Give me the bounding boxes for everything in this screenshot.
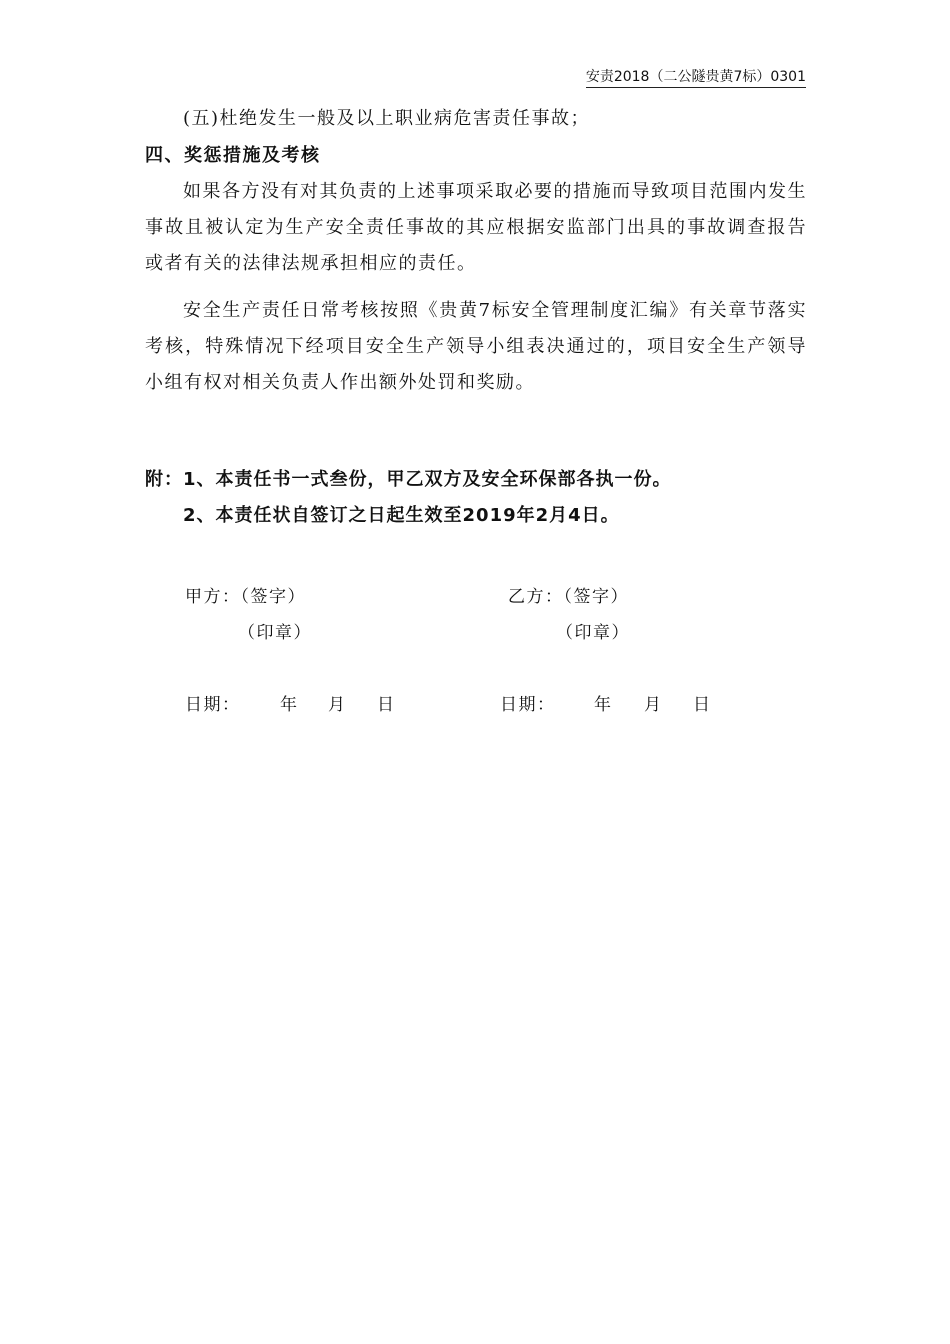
party-a-signature-label: 甲方：（签字） (185, 587, 306, 607)
paragraph-assessment: 安全生产责任日常考核按照《贵黄7标安全管理制度汇编》有关章节落实考核，特殊情况下经项目安全生产领导小组表决通过的，项目安全生产领导小组有权对相关负责人作出额外处罚和奖励。 (145, 300, 807, 393)
party-a-date-day: 日 (377, 695, 396, 715)
party-b-date-label: 日期： (500, 695, 556, 715)
appendix-line-1: 附：1、本责任书一式叁份，甲乙双方及安全环保部各执一份。 (145, 469, 672, 490)
party-b-seal-label: （印章） (556, 623, 630, 643)
party-b-signature-label: 乙方：（签字） (508, 587, 629, 607)
paragraph-liability: 如果各方没有对其负责的上述事项采取必要的措施而导致项目范围内发生事故且被认定为生产安全责任事故的其应根据安监部门出具的事故调查报告或者有关的法律法规承担相应的责任。 (145, 181, 807, 274)
party-a-date-month: 月 (328, 695, 347, 715)
party-b-date-year: 年 (594, 695, 613, 715)
section-heading-rewards-penalties: 四、奖惩措施及考核 (145, 145, 321, 166)
document-code-header: 安责2018（二公隧贵黄7标）0301 (586, 66, 806, 88)
party-b-date-month: 月 (644, 695, 663, 715)
party-a-date-year: 年 (280, 695, 299, 715)
party-a-seal-label: （印章） (238, 623, 312, 643)
clause-item-5: (五)杜绝发生一般及以上职业病危害责任事故； (183, 108, 591, 129)
party-b-date-day: 日 (693, 695, 712, 715)
party-a-date-label: 日期： (185, 695, 241, 715)
appendix-line-2: 2、本责任状自签订之日起生效至2019年2月4日。 (183, 505, 620, 526)
